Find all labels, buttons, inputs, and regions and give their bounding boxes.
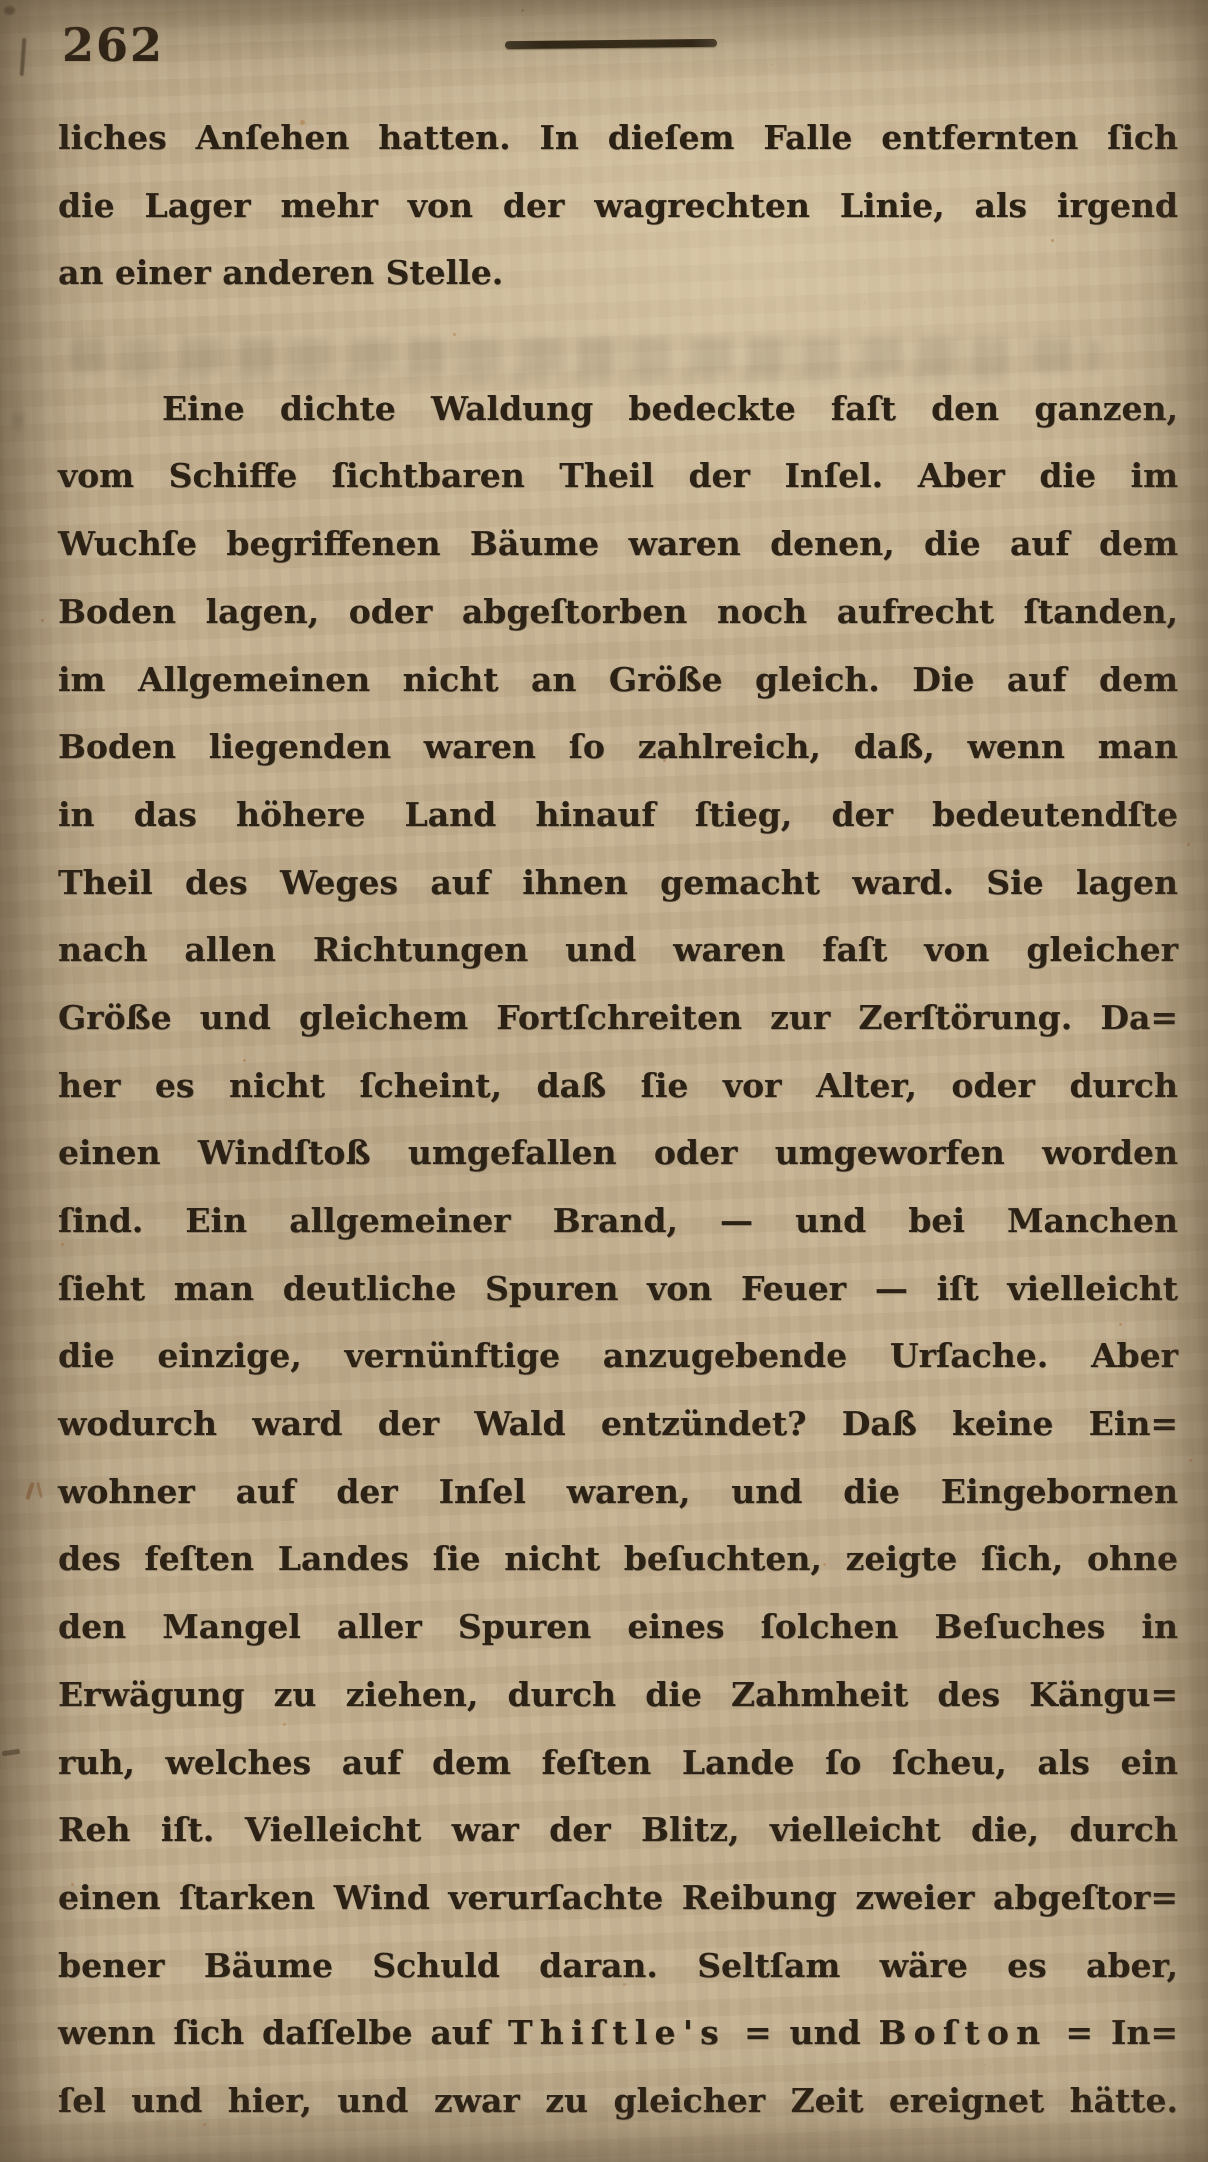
text-line: liches Anſehen hatten. In dieſem Falle entfernten ſich (58, 118, 1178, 157)
paragraph (58, 375, 1178, 2135)
reverse-side-bleedthrough (120, 368, 1020, 384)
page-body (58, 104, 1178, 2135)
text-line: des feſten Landes ſie nicht beſuchten, zeigte ſich, ohne (58, 1539, 1178, 1579)
text-line: bener Bäume Schuld daran. Seltſam wäre es aber, (58, 1945, 1178, 1985)
ink-dash-mark (2, 1749, 21, 1756)
text-line: einen ſtarken Wind verurſachte Reibung zweier abgeſtor= (58, 1877, 1178, 1917)
ink-speck (25, 1482, 34, 1500)
text-line: ruh, welches auf dem feſten Lande ſo ſcheu, als ein (58, 1742, 1178, 1782)
text-line (58, 1999, 1178, 2067)
text-line: vom Schiffe ſichtbaren Theil der Inſel. Aber die im (58, 456, 1178, 496)
page-number: 262 (62, 18, 165, 72)
text-segment: wenn ſich daſſelbe auf (58, 2013, 508, 2053)
emphasized-place-name: Thiſtle's (507, 2013, 727, 2053)
text-line: im Allgemeinen nicht an Größe gleich. Die auf dem (58, 659, 1178, 699)
text-line: ſind. Ein allgemeiner Brand, — und bei Manchen (58, 1201, 1178, 1240)
text-line: Reh iſt. Vielleicht war der Blitz, vielleicht die, durch (58, 1810, 1178, 1850)
ink-speck (36, 1482, 43, 1498)
text-line: wodurch ward der Wald entzündet? Daß keine Ein= (58, 1404, 1178, 1444)
text-line: einen Windſtoß umgefallen oder umgeworfen worden (58, 1133, 1178, 1173)
text-line: her es nicht ſcheint, daß ſie vor Alter, oder durch (58, 1065, 1178, 1105)
text-line: Boden lagen, oder abgeſtorben noch aufrecht ſtanden, (58, 591, 1178, 631)
ink-speck (4, 6, 15, 15)
reverse-side-bleedthrough (70, 338, 1100, 372)
text-segment: = und (726, 2013, 879, 2053)
text-line: nach allen Richtungen und waren faſt von gleicher (58, 930, 1178, 970)
text-segment: = In= (1047, 2013, 1178, 2053)
text-line: Eine dichte Waldung bedeckte faſt den ganzen, (162, 388, 1178, 428)
text-line: in das höhere Land hinauf ſtieg, der bedeutendſte (58, 794, 1178, 834)
text-line: Wuchſe begriffenen Bäume waren denen, die auf dem (58, 524, 1178, 564)
text-line: Theil des Weges auf ihnen gemacht ward. Sie lagen (58, 862, 1178, 902)
text-line: wohner auf der Inſel waren, und die Eingebornen (58, 1471, 1178, 1511)
text-line: die einzige, vernünftige anzugebende Urſache. Aber (58, 1336, 1178, 1376)
emphasized-place-name: Boſton (878, 2013, 1048, 2053)
text-line: den Mangel aller Spuren eines ſolchen Beſuches in (58, 1607, 1178, 1647)
text-line: Boden liegenden waren ſo zahlreich, daß, wenn man (58, 727, 1178, 767)
paper-smudge (8, 406, 28, 434)
text-line: die Lager mehr von der wagrechten Linie, als irgend (58, 185, 1178, 225)
text-line: ſieht man deutliche Spuren von Feuer — iſt vielleicht (58, 1268, 1178, 1308)
text-line: Erwägung zu ziehen, durch die Zahmheit des Kängu= (58, 1674, 1178, 1714)
text-line: an einer anderen Stelle. (58, 253, 504, 293)
ink-scratch (20, 38, 27, 76)
paragraph (58, 104, 1178, 307)
text-line: ſel und hier, und zwar zu gleicher Zeit ereignet hätte. (58, 2080, 1178, 2120)
text-line: Größe und gleichem Fortſchreiten zur Zerſtörung. Da= (58, 997, 1178, 1037)
header-rule (505, 39, 717, 49)
paper-foxing-speckles (0, 0, 5, 5)
